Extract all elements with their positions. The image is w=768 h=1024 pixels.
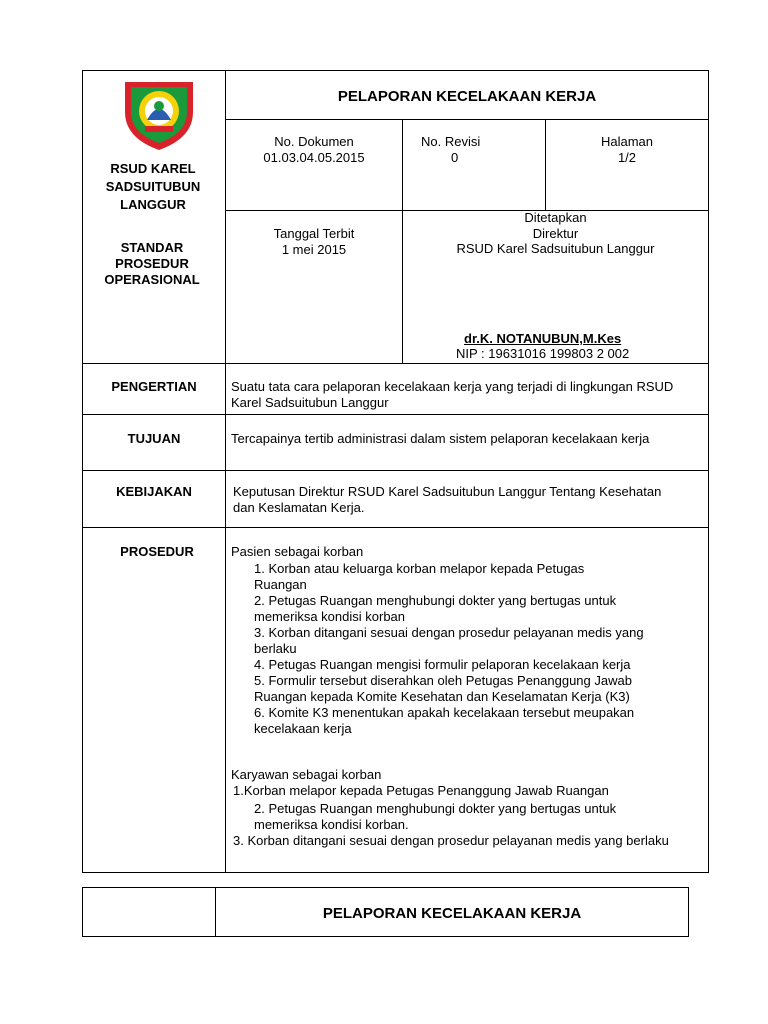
prosedur-label: PROSEDUR	[120, 544, 194, 559]
patient-steps	[254, 561, 700, 737]
kebijakan-label: KEBIJAKAN	[116, 484, 192, 499]
employee-step-2: 2. Petugas Ruangan menghubungi dokter yang bertugas untuk memeriksa kondisi korban.	[254, 801, 617, 832]
list-item: 6. Komite K3 menentukan apakah kecelakaan tersebut meupakan kecelakaan kerja	[254, 705, 635, 736]
tujuan-label: TUJUAN	[127, 431, 181, 446]
revision-label: No. Revisi	[421, 134, 481, 149]
issue-date-value: 1 mei 2015	[281, 242, 347, 257]
list-item: 2. Petugas Ruangan menghubungi dokter yang bertugas untuk memeriksa kondisi korban	[254, 593, 617, 624]
page-value: 1/2	[617, 150, 637, 165]
list-item: 4. Petugas Ruangan mengisi formulir pelaporan kecelakaan kerja	[254, 657, 631, 672]
list-item: 5. Formulir tersebut diserahkan oleh Petugas Penanggung Jawab Ruangan kepada Komite Kesehatan dan Keselamatan Kerja (K3)	[254, 673, 632, 704]
employee-step-1: 1.Korban melapor kepada Petugas Penanggung Jawab Ruangan	[233, 783, 609, 798]
employee-heading: Karyawan sebagai korban	[231, 767, 382, 782]
document-title: PELAPORAN KECELAKAAN KERJA	[337, 88, 597, 105]
list-item: 3. Korban ditangani sesuai dengan prosedur pelayanan medis yang berlaku	[254, 625, 644, 656]
hospital-logo	[121, 76, 197, 152]
approved-label: Ditetapkan	[524, 210, 587, 225]
issue-date-label: Tanggal Terbit	[273, 226, 355, 241]
pengertian-text: Suatu tata cara pelaporan kecelakaan kerja yang terjadi di lingkungan RSUD Karel Sadsuitubun Langgur	[231, 379, 674, 410]
sop-label: STANDAR PROSEDUR OPERASIONAL	[104, 240, 200, 287]
page-label: Halaman	[600, 134, 654, 149]
approved-role: Direktur	[532, 226, 579, 241]
signatory-name: dr.K. NOTANUBUN,M.Kes	[464, 331, 622, 346]
list-item: 1. Korban atau keluarga korban melapor kepada Petugas Ruangan	[254, 561, 585, 592]
pengertian-label: PENGERTIAN	[111, 379, 197, 394]
signatory-nip: NIP : 19631016 199803 2 002	[456, 346, 630, 361]
patient-heading: Pasien sebagai korban	[231, 544, 364, 559]
kebijakan-text: Keputusan Direktur RSUD Karel Sadsuitubun Langgur Tentang Kesehatan dan Keslamatan Kerja.	[233, 484, 662, 515]
revision-value: 0	[451, 150, 459, 165]
doc-number-value: 01.03.04.05.2015	[263, 150, 365, 165]
footer-title: PELAPORAN KECELAKAAN KERJA	[322, 905, 582, 922]
hospital-name: RSUD KAREL SADSUITUBUN LANGGUR	[105, 161, 201, 212]
doc-number-label: No. Dokumen	[274, 134, 354, 149]
employee-step-3: 3. Korban ditangani sesuai dengan prosedur pelayanan medis yang berlaku	[233, 833, 669, 848]
approved-org: RSUD Karel Sadsuitubun Langgur	[456, 241, 655, 256]
tujuan-text: Tercapainya tertib administrasi dalam sistem pelaporan kecelakaan kerja	[231, 431, 650, 446]
